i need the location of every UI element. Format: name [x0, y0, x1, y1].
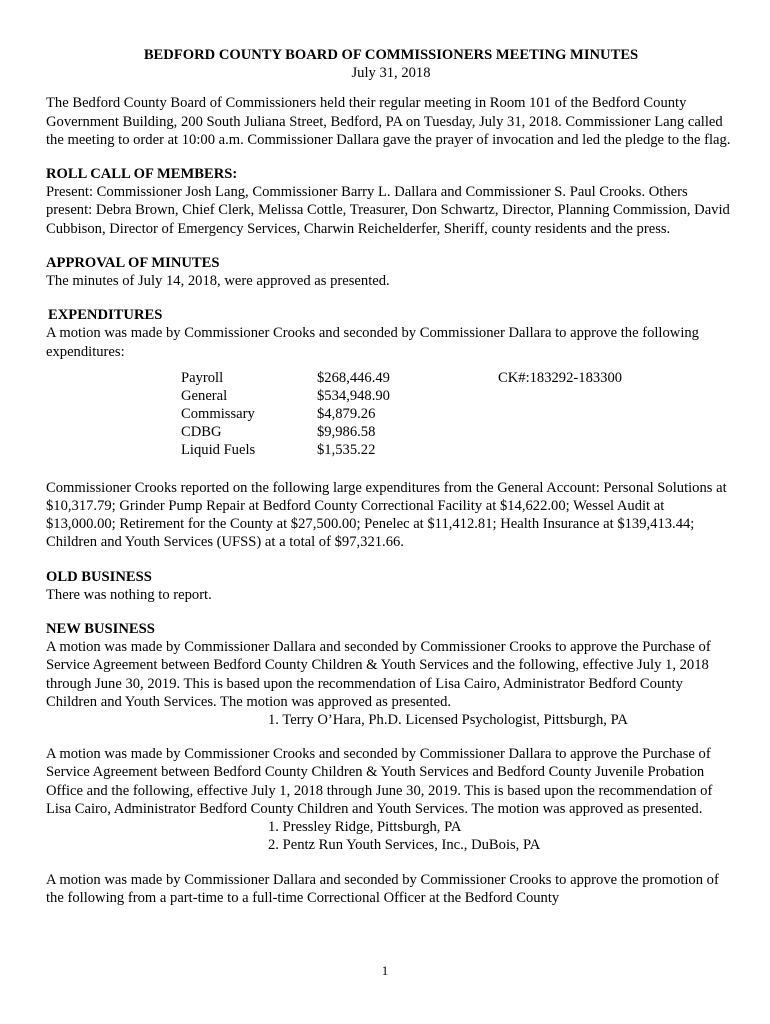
expenditure-check-range: CK#:183292-183300	[498, 369, 623, 386]
approval-text: The minutes of July 14, 2018, were approved as presented.	[46, 273, 390, 290]
page-number: 1	[381, 963, 389, 978]
approval-section	[46, 254, 736, 290]
new-business-motion-2: A motion was made by Commissioner Crooks and seconded by Commissioner Dallara to approve the Purchase of Service Agreement between Bedford County Children & Youth Services and Bedford County Juvenile Probation Office and the following, effective July 1, 2018 through June 30, 2019. This is based upon the recommendation of Lisa Cairo, Administrator Bedford County Children and Youth Services. The motion was approved as presented.	[46, 746, 713, 817]
expenditures-section	[46, 306, 736, 551]
list-item: 2. Pentz Run Youth Services, Inc., DuBois, PA	[268, 837, 541, 854]
expenditure-row	[46, 387, 736, 405]
motion-2-vendor-list	[46, 818, 736, 854]
list-item: 1. Terry O’Hara, Ph.D. Licensed Psychologist, Pittsburgh, PA	[268, 712, 628, 729]
expenditure-name: General	[181, 387, 228, 404]
expenditure-amount: $268,446.49	[317, 369, 390, 386]
old-business-heading: OLD BUSINESS	[46, 568, 152, 585]
old-business-section	[46, 568, 736, 604]
expenditure-amount: $1,535.22	[317, 441, 376, 458]
roll-call-text: Present: Commissioner Josh Lang, Commissioner Barry L. Dallara and Commissioner S. Paul Crooks. Others present: Debra Brown, Chief Clerk, Melissa Cottle, Treasurer, Don Schwartz, Director, Planning Commission, David Cubbison, Director of Emergency Services, Charwin Reichelderfer, Sheriff, county residents and the press.	[46, 184, 730, 237]
expenditure-name: Payroll	[181, 369, 224, 386]
expenditures-heading: EXPENDITURES	[48, 307, 163, 324]
expenditure-name: Liquid Fuels	[181, 441, 256, 458]
approval-heading: APPROVAL OF MINUTES	[46, 254, 220, 271]
expenditure-row	[46, 423, 736, 441]
expenditure-row	[46, 405, 736, 423]
expenditure-name: CDBG	[181, 423, 222, 440]
expenditure-amount: $534,948.90	[317, 387, 390, 404]
old-business-text: There was nothing to report.	[46, 586, 212, 603]
intro-paragraph: The Bedford County Board of Commissioners held their regular meeting in Room 101 of the Bedford County Government Building, 200 South Juliana Street, Bedford, PA on Tuesday, July 31, 2018. Commissioner Lang called the meeting to order at 10:00 a.m. Commissioner Dallara gave the prayer of invocation and led the pledge to the flag.	[46, 95, 731, 148]
motion-1-vendor-list	[46, 711, 736, 729]
new-business-motion-3: A motion was made by Commissioner Dallara and seconded by Commissioner Crooks to approve the promotion of the following from a part-time to a full-time Correctional Officer at the Bedford County	[46, 871, 719, 906]
new-business-heading: NEW BUSINESS	[46, 621, 155, 638]
new-business-motion-1: A motion was made by Commissioner Dallara and seconded by Commissioner Crooks to approve the Purchase of Service Agreement between Bedford County Children & Youth Services and the following, effective July 1, 2018 through June 30, 2019. This is based upon the recommendation of Lisa Cairo, Administrator Bedford County Children and Youth Services. The motion was approved as presented.	[46, 639, 711, 710]
large-expenditures-report: Commissioner Crooks reported on the following large expenditures from the General Account: Personal Solutions at $10,317.79; Grinder Pump Repair at Bedford County Correctional Facility at $14,622.00; Wessel Audit at $13,000.00; Retirement for the County at $27,500.00; Penelec at $11,412.81; Health Insurance at $139,413.44; Children and Youth Services (UFSS) at a total of $97,321.66.	[46, 479, 727, 551]
roll-call-heading: ROLL CALL OF MEMBERS:	[46, 166, 238, 183]
roll-call-section	[46, 165, 736, 238]
expenditure-name: Commissary	[181, 405, 255, 422]
expenditure-amount: $9,986.58	[317, 423, 376, 440]
expenditure-row	[46, 369, 736, 387]
meeting-date: July 31, 2018	[351, 65, 431, 82]
document-page	[46, 46, 736, 907]
expenditures-text: A motion was made by Commissioner Crooks and seconded by Commissioner Dallara to approve the following expenditures:	[46, 325, 699, 360]
expenditure-amount: $4,879.26	[317, 405, 376, 422]
expenditure-row	[46, 441, 736, 459]
list-item: 1. Pressley Ridge, Pittsburgh, PA	[268, 819, 462, 836]
document-title: BEDFORD COUNTY BOARD OF COMMISSIONERS MEETING MINUTES	[143, 47, 639, 63]
expenditures-table	[46, 369, 736, 465]
new-business-section	[46, 620, 736, 907]
